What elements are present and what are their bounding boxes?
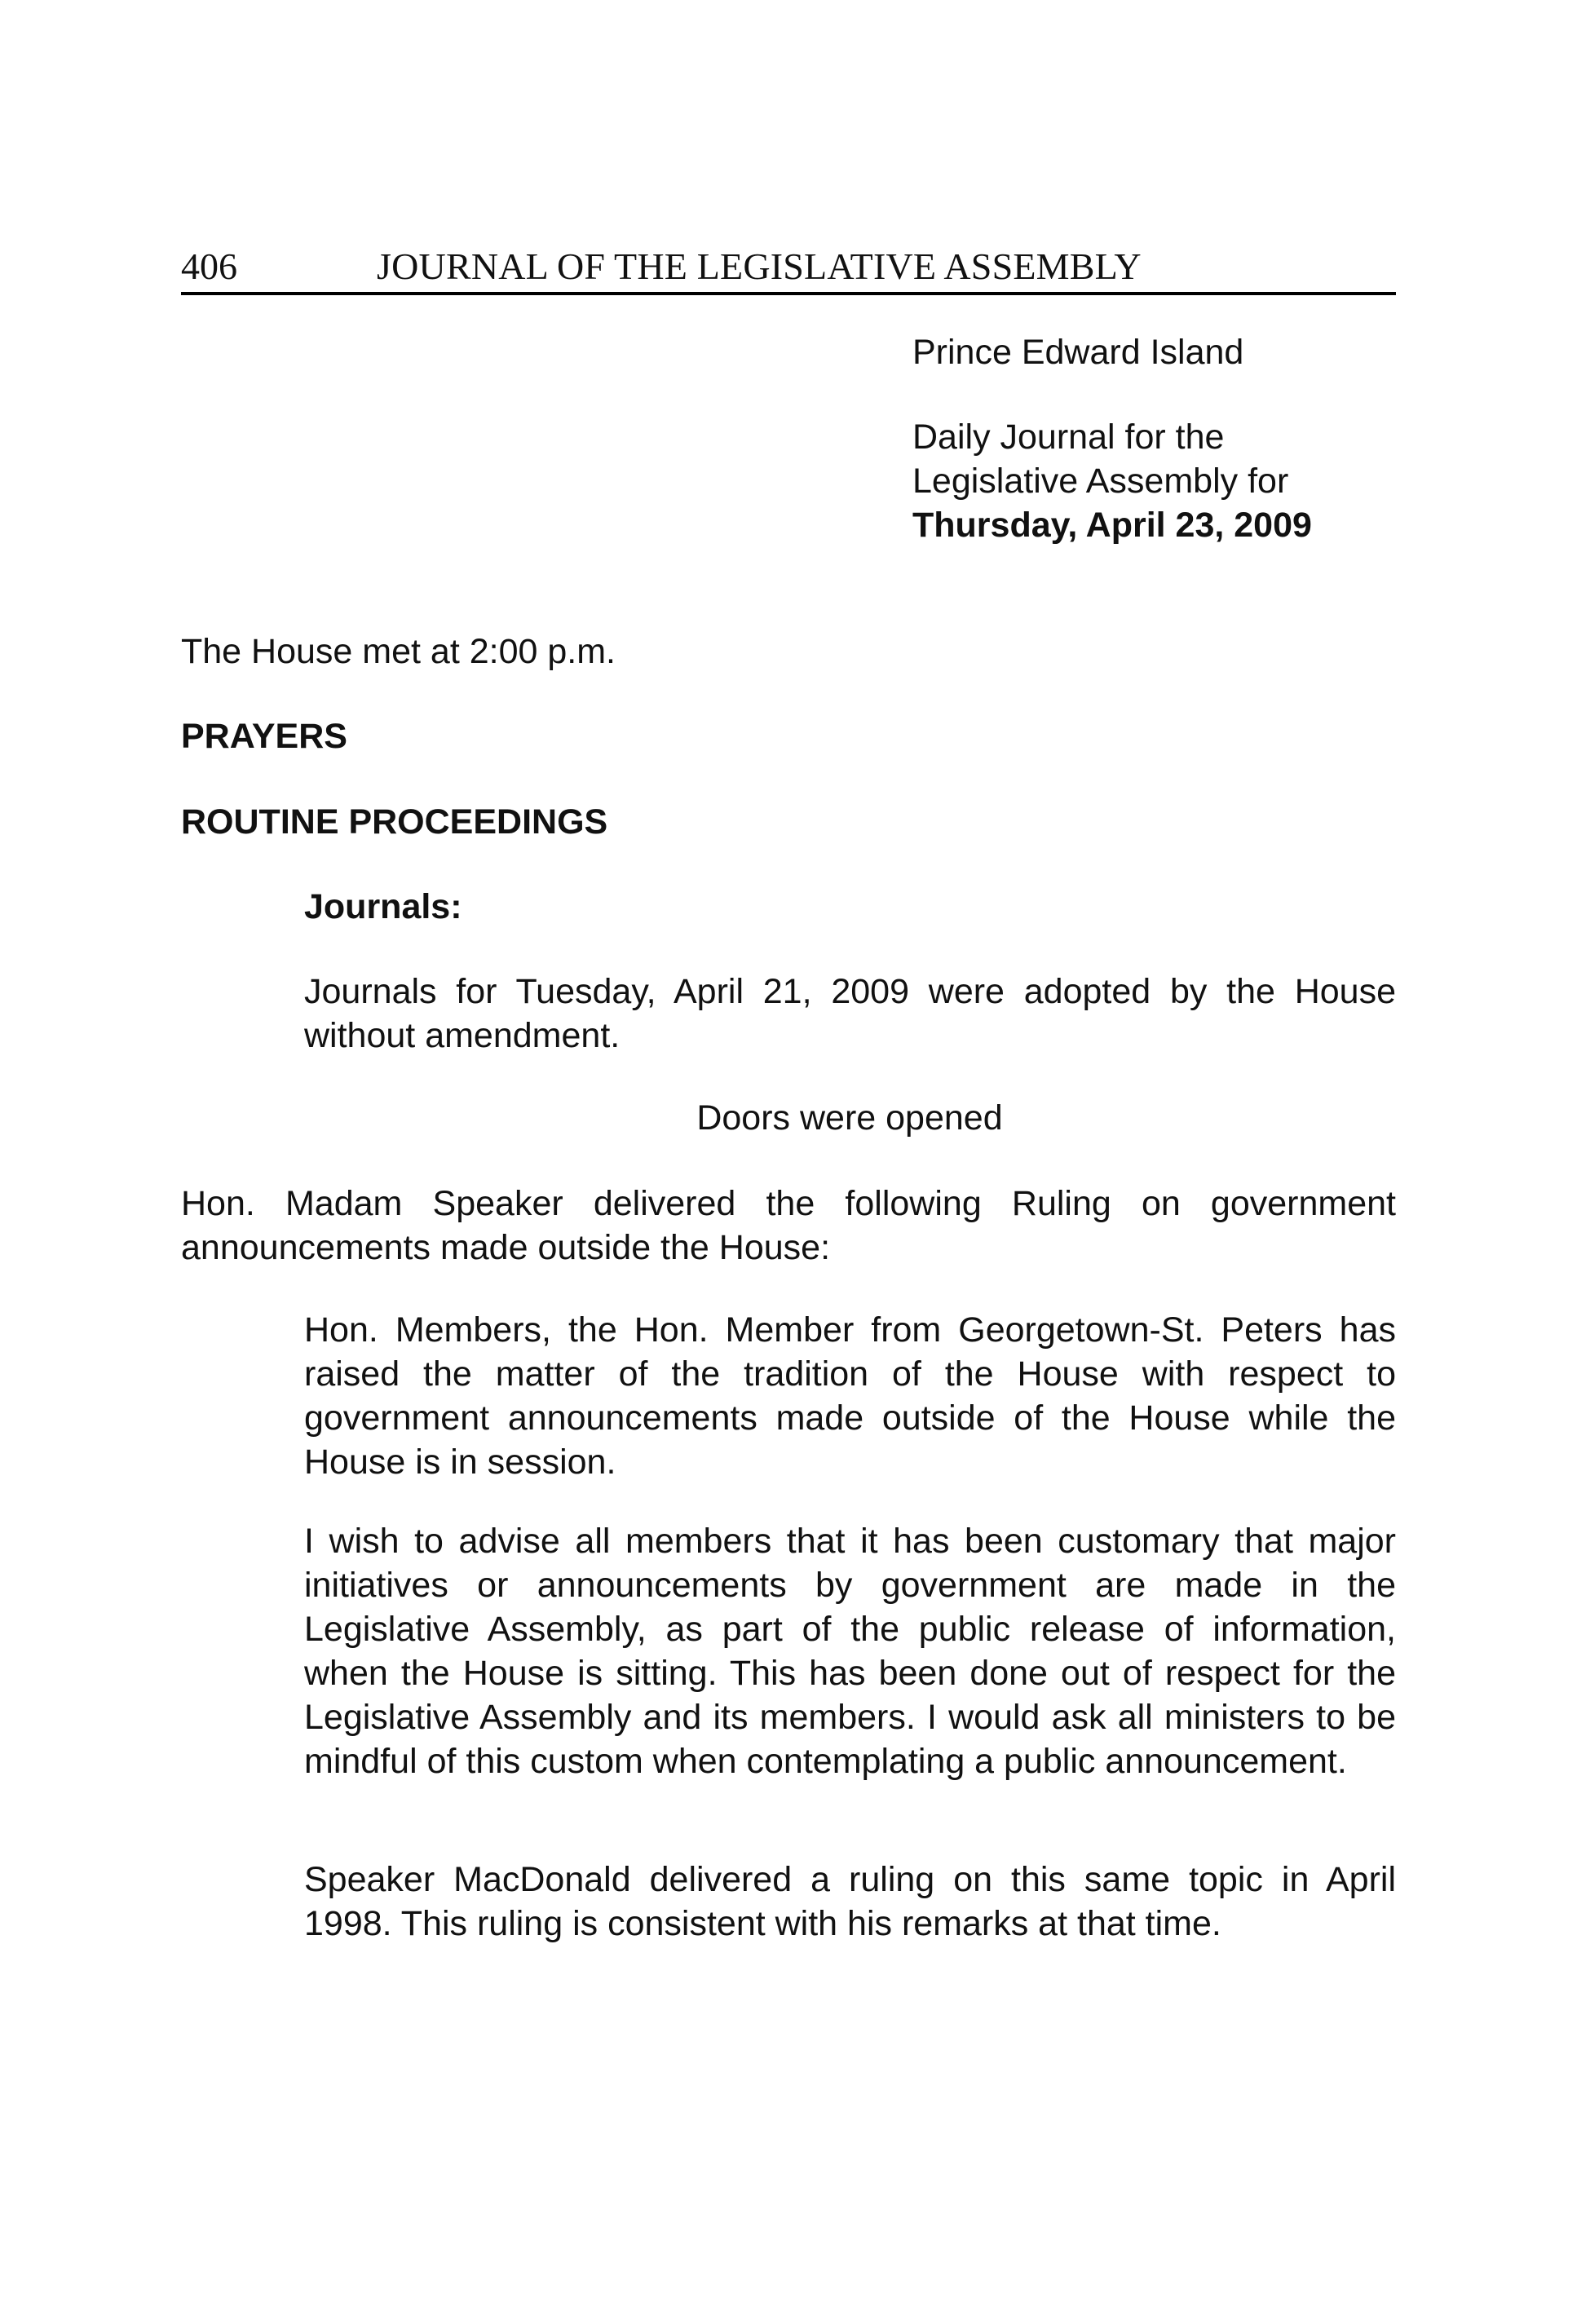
page-number: 406 <box>181 245 237 287</box>
speaker-intro-paragraph <box>181 1182 1396 1270</box>
ruling-paragraph-1 <box>304 1308 1396 1484</box>
ruling-text-3: Speaker MacDonald delivered a ruling on this same topic in April 1998. This ruling is consistent with his remarks at that time. <box>304 1860 1396 1943</box>
routine-proceedings-heading: ROUTINE PROCEEDINGS <box>181 802 608 842</box>
sitting-date: Thursday, April 23, 2009 <box>912 506 1312 545</box>
ruling-paragraph-2 <box>304 1519 1396 1783</box>
legislative-assembly-line: Legislative Assembly for <box>912 462 1289 501</box>
page-header <box>181 241 1396 295</box>
daily-journal-line: Daily Journal for the <box>912 418 1225 457</box>
province-name: Prince Edward Island <box>912 333 1244 372</box>
prayers-heading: PRAYERS <box>181 717 347 756</box>
ruling-text-2: I wish to advise all members that it has been customary that major initiatives or announcements by government are made in the Legislative Assembly, as part of the public release of information, when the House is sitting. This has been done out of respect for the Legislative Assembly and its members. I would ask all ministers to be mindful of this custom when contemplating a public announcement. <box>304 1522 1396 1781</box>
journal-title: JOURNAL OF THE LEGISLATIVE ASSEMBLY <box>377 245 1142 287</box>
house-met-text: The House met at 2:00 p.m. <box>181 632 616 671</box>
date-block <box>912 330 1402 547</box>
ruling-paragraph-3 <box>304 1858 1396 1946</box>
journals-text: Journals for Tuesday, April 21, 2009 were adopted by the House without amendment. <box>304 972 1396 1055</box>
ruling-text-1: Hon. Members, the Hon. Member from Georgetown-St. Peters has raised the matter of the tradition of the House with respect to government announcements made outside of the House while the House is in session. <box>304 1310 1396 1482</box>
doors-opened-text: Doors were opened <box>696 1098 1003 1138</box>
journals-paragraph <box>304 970 1396 1058</box>
speaker-intro-text: Hon. Madam Speaker delivered the following Ruling on government announcements made outside the House: <box>181 1184 1396 1267</box>
journals-heading: Journals: <box>304 887 462 926</box>
